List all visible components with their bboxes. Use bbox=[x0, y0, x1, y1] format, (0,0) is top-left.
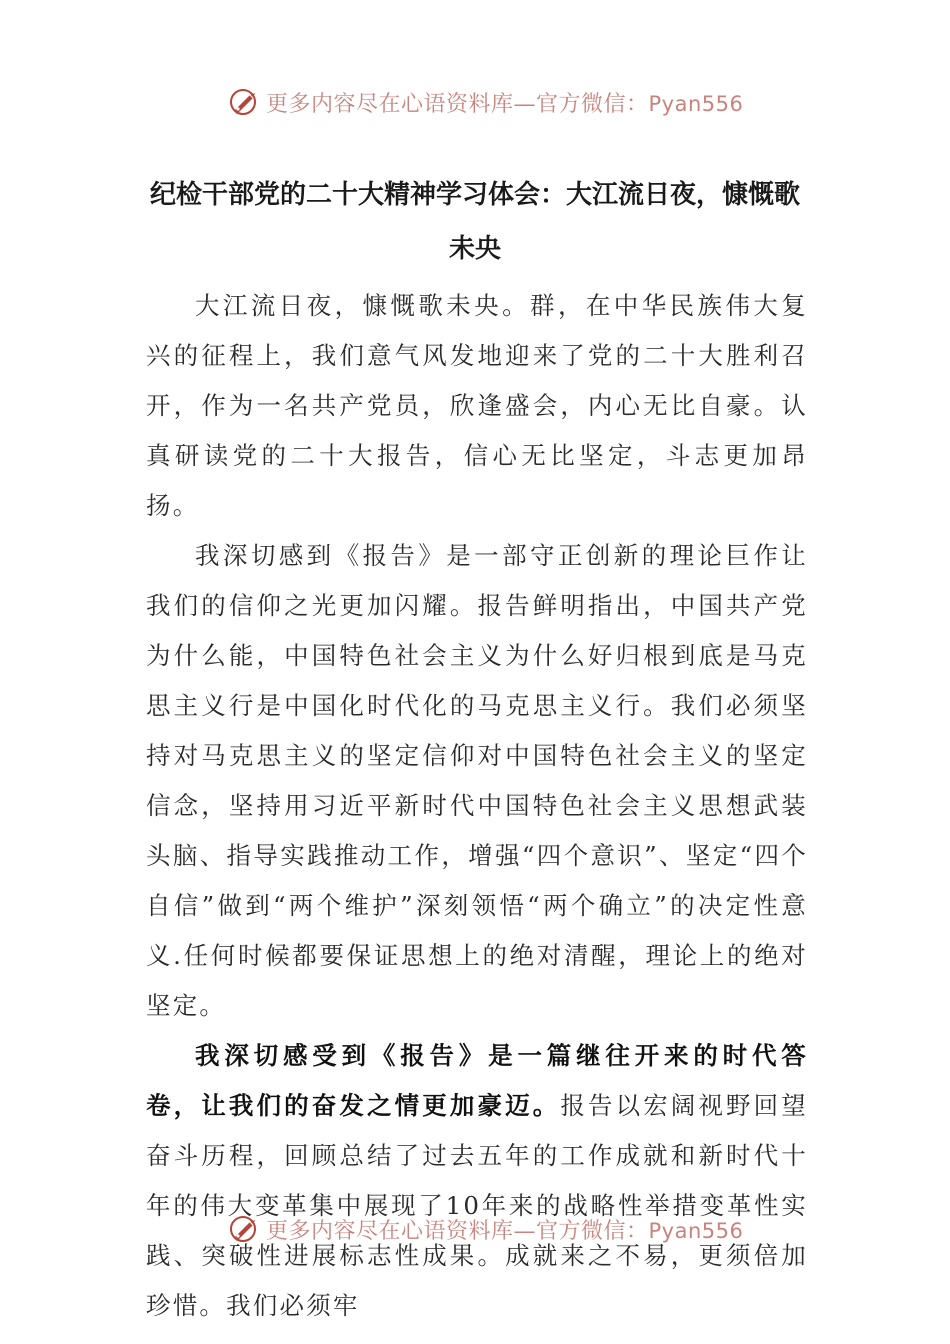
paragraph-1-text: 大江流日夜，慷慨歌未央。群，在中华民族伟大复兴的征程上，我们意气风发地迎来了党的二十大胜利召开，作为一名共产党员，欣逢盛会，内心无比自豪。认真研读党的二十大报告，信心无比坚定，斗志更加昂扬。 bbox=[146, 291, 808, 520]
paragraph-2 bbox=[146, 531, 808, 1031]
paragraph-3 bbox=[146, 1031, 808, 1331]
paragraph-1 bbox=[146, 281, 808, 531]
watermark-text bbox=[266, 87, 743, 118]
watermark-header bbox=[228, 82, 748, 122]
pen-nib-icon bbox=[228, 85, 262, 119]
watermark-prefix: 更多内容尽在心语资料库—官方微信： bbox=[266, 91, 649, 117]
document-title: 纪检干部党的二十大精神学习体会：大江流日夜，慷慨歌未央 bbox=[149, 180, 800, 264]
pen-nib-icon bbox=[228, 1212, 262, 1246]
watermark-prefix: 更多内容尽在心语资料库—官方微信： bbox=[266, 1218, 649, 1244]
paragraph-2-text: 我深切感到《报告》是一部守正创新的理论巨作让我们的信仰之光更加闪耀。报告鲜明指出，中国共产党为什么能，中国特色社会主义为什么好归根到底是马克思主义行是中国化时代化的马克思主义行。我们必须坚持对马克思主义的坚定信仰对中国特色社会主义的坚定信念，坚持用习近平新时代中国特色社会主义思想武装头脑、指导实践推动工作，增强“四个意识”、坚定“四个自信”做到“两个维护”深刻领悟“两个确立”的决定性意义.任何时候都要保证思想上的绝对清醒，理论上的绝对坚定。 bbox=[146, 541, 808, 1020]
watermark-wechat-id: Pyan556 bbox=[648, 91, 744, 116]
watermark-wechat-id: Pyan556 bbox=[648, 1218, 744, 1243]
watermark-text bbox=[266, 1214, 743, 1245]
paragraph-3-text: 报告以宏阔视野回望奋斗历程，回顾总结了过去五年的工作成就和新时代十年的伟大变革集中展现了10年来的战略性举措变革性实践、突破性进展标志性成果。成就来之不易，更须倍加珍惜。我们必须牢 bbox=[146, 1091, 808, 1320]
paragraph-3-lead: 我深切感受到《报告》是一篇继往开来的时代答卷，让我们的奋发之情更加豪迈。 bbox=[146, 1041, 808, 1120]
watermark-footer bbox=[228, 1209, 748, 1249]
document-body bbox=[146, 281, 808, 1331]
